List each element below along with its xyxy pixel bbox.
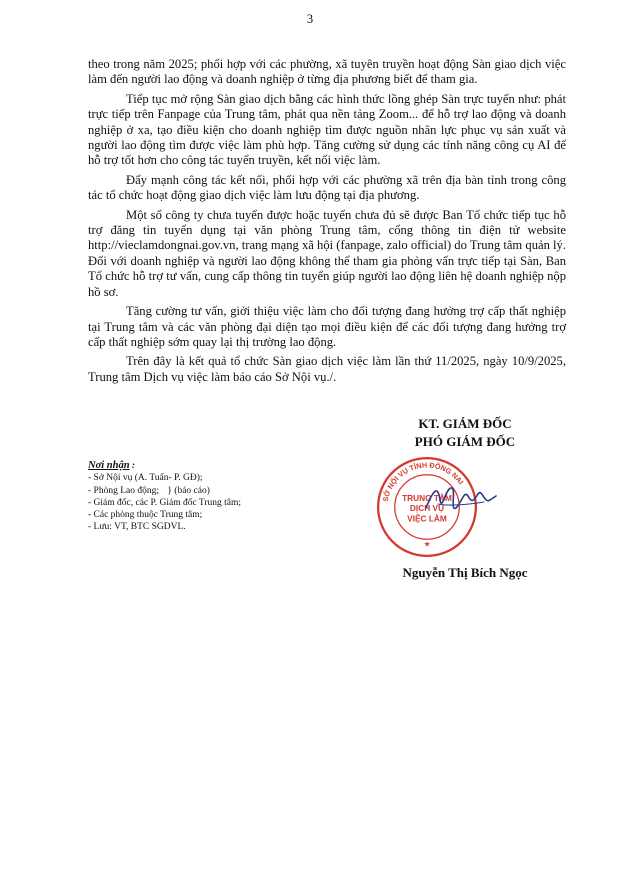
- recipient-item: - Sở Nội vụ (A. Tuấn- P. GĐ);: [88, 473, 203, 484]
- recipient-item: - Các phòng thuộc Trung tâm;: [88, 510, 203, 521]
- paragraph-continuation: theo trong năm 2025; phối hợp với các phường, xã tuyên truyền hoạt động Sàn giao dịch việc làm đến người lao động và doanh nghiệp ở từng địa phương biết để tham gia.: [88, 57, 566, 87]
- svg-text:DỊCH VỤ: DỊCH VỤ: [409, 503, 445, 514]
- paragraph-recruitment-support: Một số công ty chưa tuyển được hoặc tuyển chưa đủ sẽ được Ban Tổ chức tiếp tục hỗ trợ đăng tin tuyển dụng tại văn phòng Trung tâm, cổng thông tin điện tử website http://vieclamdongnai.gov.vn, trang mạng xã hội (fanpage, zalo official) do Trung tâm quản lý. Đối với doanh nghiệp và người lao động không thể tham gia phỏng vấn trực tiếp tại Sàn, Ban Tổ chức hỗ trợ tư vấn, cung cấp thông tin tuyển giúp người lao động liên hệ doanh nghiệp nộp hồ sơ.: [88, 207, 566, 299]
- paragraph-unemployment-counseling: Tăng cường tư vấn, giới thiệu việc làm cho đối tượng đang hưởng trợ cấp thất nghiệp tại Trung tâm và các văn phòng đại diện tạo mọi điều kiện để các đối tượng đang hưởng trợ cấp thất nghiệp sớm quay lại thị trường lao động.: [88, 304, 566, 349]
- recipient-item: [88, 485, 348, 497]
- signature-title: KT. GIÁM ĐỐC: [418, 416, 512, 431]
- paragraph-coordination: Đẩy mạnh công tác kết nối, phối hợp với các phường xã trên địa bàn tỉnh trong công tác tổ chức hoạt động giao dịch việc làm lưu động tại địa phương.: [88, 172, 566, 203]
- brace-icon: }: [167, 485, 172, 496]
- report-body: [88, 57, 566, 389]
- recipients-title-suffix: :: [131, 461, 136, 471]
- page-number: 3: [306, 12, 314, 26]
- paragraph-conclusion: Trên đây là kết quả tổ chức Sàn giao dịch việc làm lần thứ 11/2025, ngày 10/9/2025, Trung tâm Dịch vụ việc làm báo cáo Sở Nội vụ./.: [88, 354, 566, 384]
- svg-text:TRUNG TÂM: TRUNG TÂM: [402, 492, 452, 503]
- handwritten-signature-icon: [420, 478, 500, 523]
- recipient-item: - Lưu: VT, BTC SGDVL.: [88, 522, 186, 533]
- paragraph-online-expansion: Tiếp tục mở rộng Sàn giao dịch bằng các hình thức lồng ghép Sàn trực tuyến như: phát trực tiếp trên Fanpage của Trung tâm, phát qua nền tảng Zoom... để hỗ trợ lao động và doanh nghiệp ở xa, tạo điều kiện cho doanh nghiệp tìm được nguồn nhân lực phục vụ sản xuất và người lao động tìm được việc làm phù hợp. Tăng cường sử dụng các tính năng công cụ AI để hỗ trợ tốt hơn cho công tác tuyển truyền, kết nối việc làm.: [88, 91, 566, 168]
- recipient-brace-note: (báo cáo): [174, 485, 210, 496]
- recipient-item-text: - Phòng Lao động;: [88, 485, 159, 496]
- signer-name: Nguyễn Thị Bích Ngọc: [402, 565, 528, 580]
- recipient-item: - Giám đốc, các P. Giám đốc Trung tâm;: [88, 497, 242, 508]
- signature-block: [360, 415, 570, 451]
- svg-text:VIỆC LÀM: VIỆC LÀM: [407, 513, 447, 524]
- recipients-heading: [88, 460, 348, 472]
- svg-text:★: ★: [423, 539, 431, 549]
- svg-text:SỞ NỘI VỤ TỈNH ĐỒNG NAI: SỞ NỘI VỤ TỈNH ĐỒNG NAI: [380, 460, 466, 503]
- recipients-list: [88, 460, 348, 534]
- recipients-title: Nơi nhận: [88, 460, 130, 471]
- signature-subtitle: PHÓ GIÁM ĐỐC: [414, 434, 516, 449]
